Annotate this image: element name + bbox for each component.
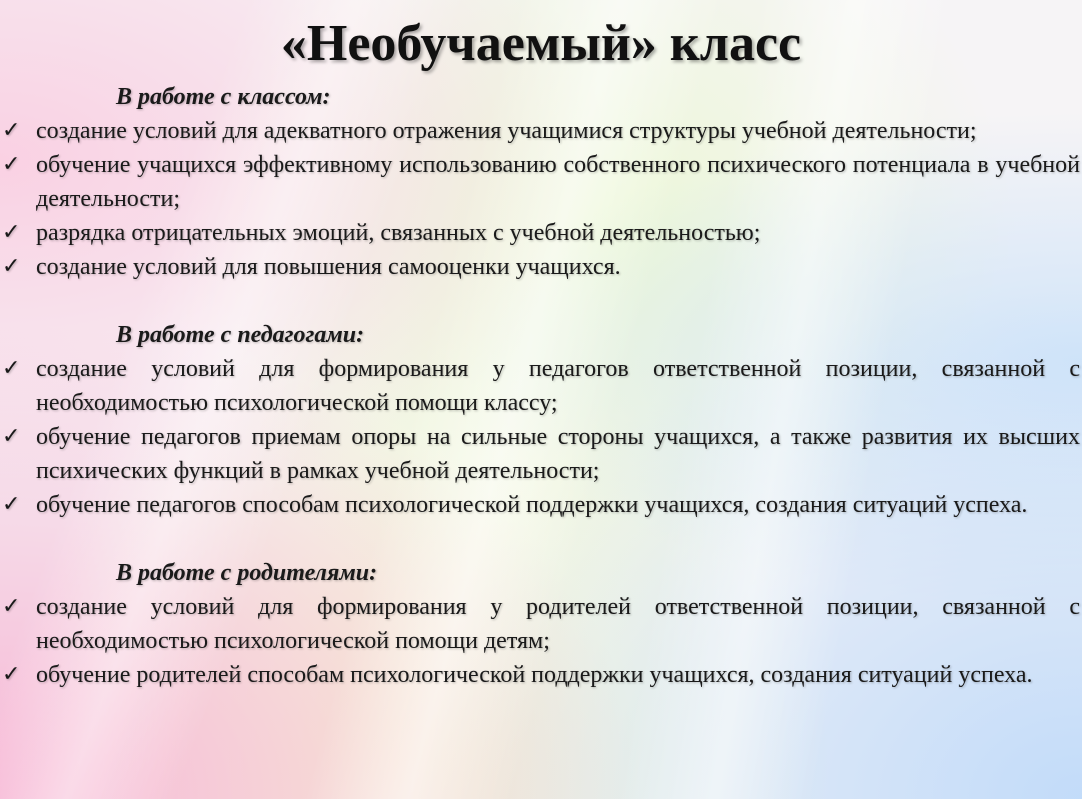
slide-content [0, 80, 1082, 692]
check-icon: ✓ [2, 424, 21, 449]
list-item-text: разрядка отрицательных эмоций, связанных с учебной деятельностью; [36, 220, 761, 246]
section-parent-work [0, 556, 1082, 692]
list-item-text: обучение педагогов способам психологической поддержки учащихся, создания ситуаций успеха. [36, 492, 1028, 518]
check-icon: ✓ [2, 594, 21, 619]
list-item [0, 420, 1082, 488]
list-item-text: создание условий для формирования у педагогов ответственной позиции, связанной с необходимостью психологической помощи классу; [36, 356, 1080, 416]
list-item [0, 488, 1082, 522]
section-class-work [0, 80, 1082, 284]
list-item [0, 590, 1082, 658]
list-item [0, 114, 1082, 148]
list-item-text: создание условий для повышения самооценки учащихся. [36, 254, 621, 280]
check-icon: ✓ [2, 662, 21, 687]
section-heading: В работе с классом: [116, 84, 331, 110]
check-icon: ✓ [2, 356, 21, 381]
section-heading: В работе с родителями: [116, 560, 378, 586]
bullet-list [0, 114, 1082, 284]
list-item [0, 658, 1082, 692]
section-spacer [0, 284, 1082, 318]
check-icon: ✓ [2, 152, 21, 177]
bullet-list [0, 590, 1082, 692]
section-spacer [0, 522, 1082, 556]
list-item [0, 216, 1082, 250]
list-item [0, 250, 1082, 284]
slide-title: «Необучаемый» класс [280, 15, 802, 72]
list-item-text: обучение родителей способам психологической поддержки учащихся, создания ситуаций успеха. [36, 662, 1033, 688]
section-teacher-work [0, 318, 1082, 522]
list-item-text: создание условий для формирования у родителей ответственной позиции, связанной с необходимостью психологической помощи детям; [36, 594, 1080, 654]
list-item-text: обучение педагогов приемам опоры на сильные стороны учащихся, а также развития их высших психических функций в рамках учебной деятельности; [36, 424, 1080, 484]
list-item [0, 352, 1082, 420]
bullet-list [0, 352, 1082, 522]
list-item [0, 148, 1082, 216]
check-icon: ✓ [2, 254, 21, 279]
check-icon: ✓ [2, 118, 21, 143]
check-icon: ✓ [2, 492, 21, 517]
list-item-text: обучение учащихся эффективному использованию собственного психического потенциала в учебной деятельности; [36, 152, 1080, 212]
check-icon: ✓ [2, 220, 21, 245]
list-item-text: создание условий для адекватного отражения учащимися структуры учебной деятельности; [36, 118, 977, 144]
section-heading: В работе с педагогами: [116, 322, 365, 348]
